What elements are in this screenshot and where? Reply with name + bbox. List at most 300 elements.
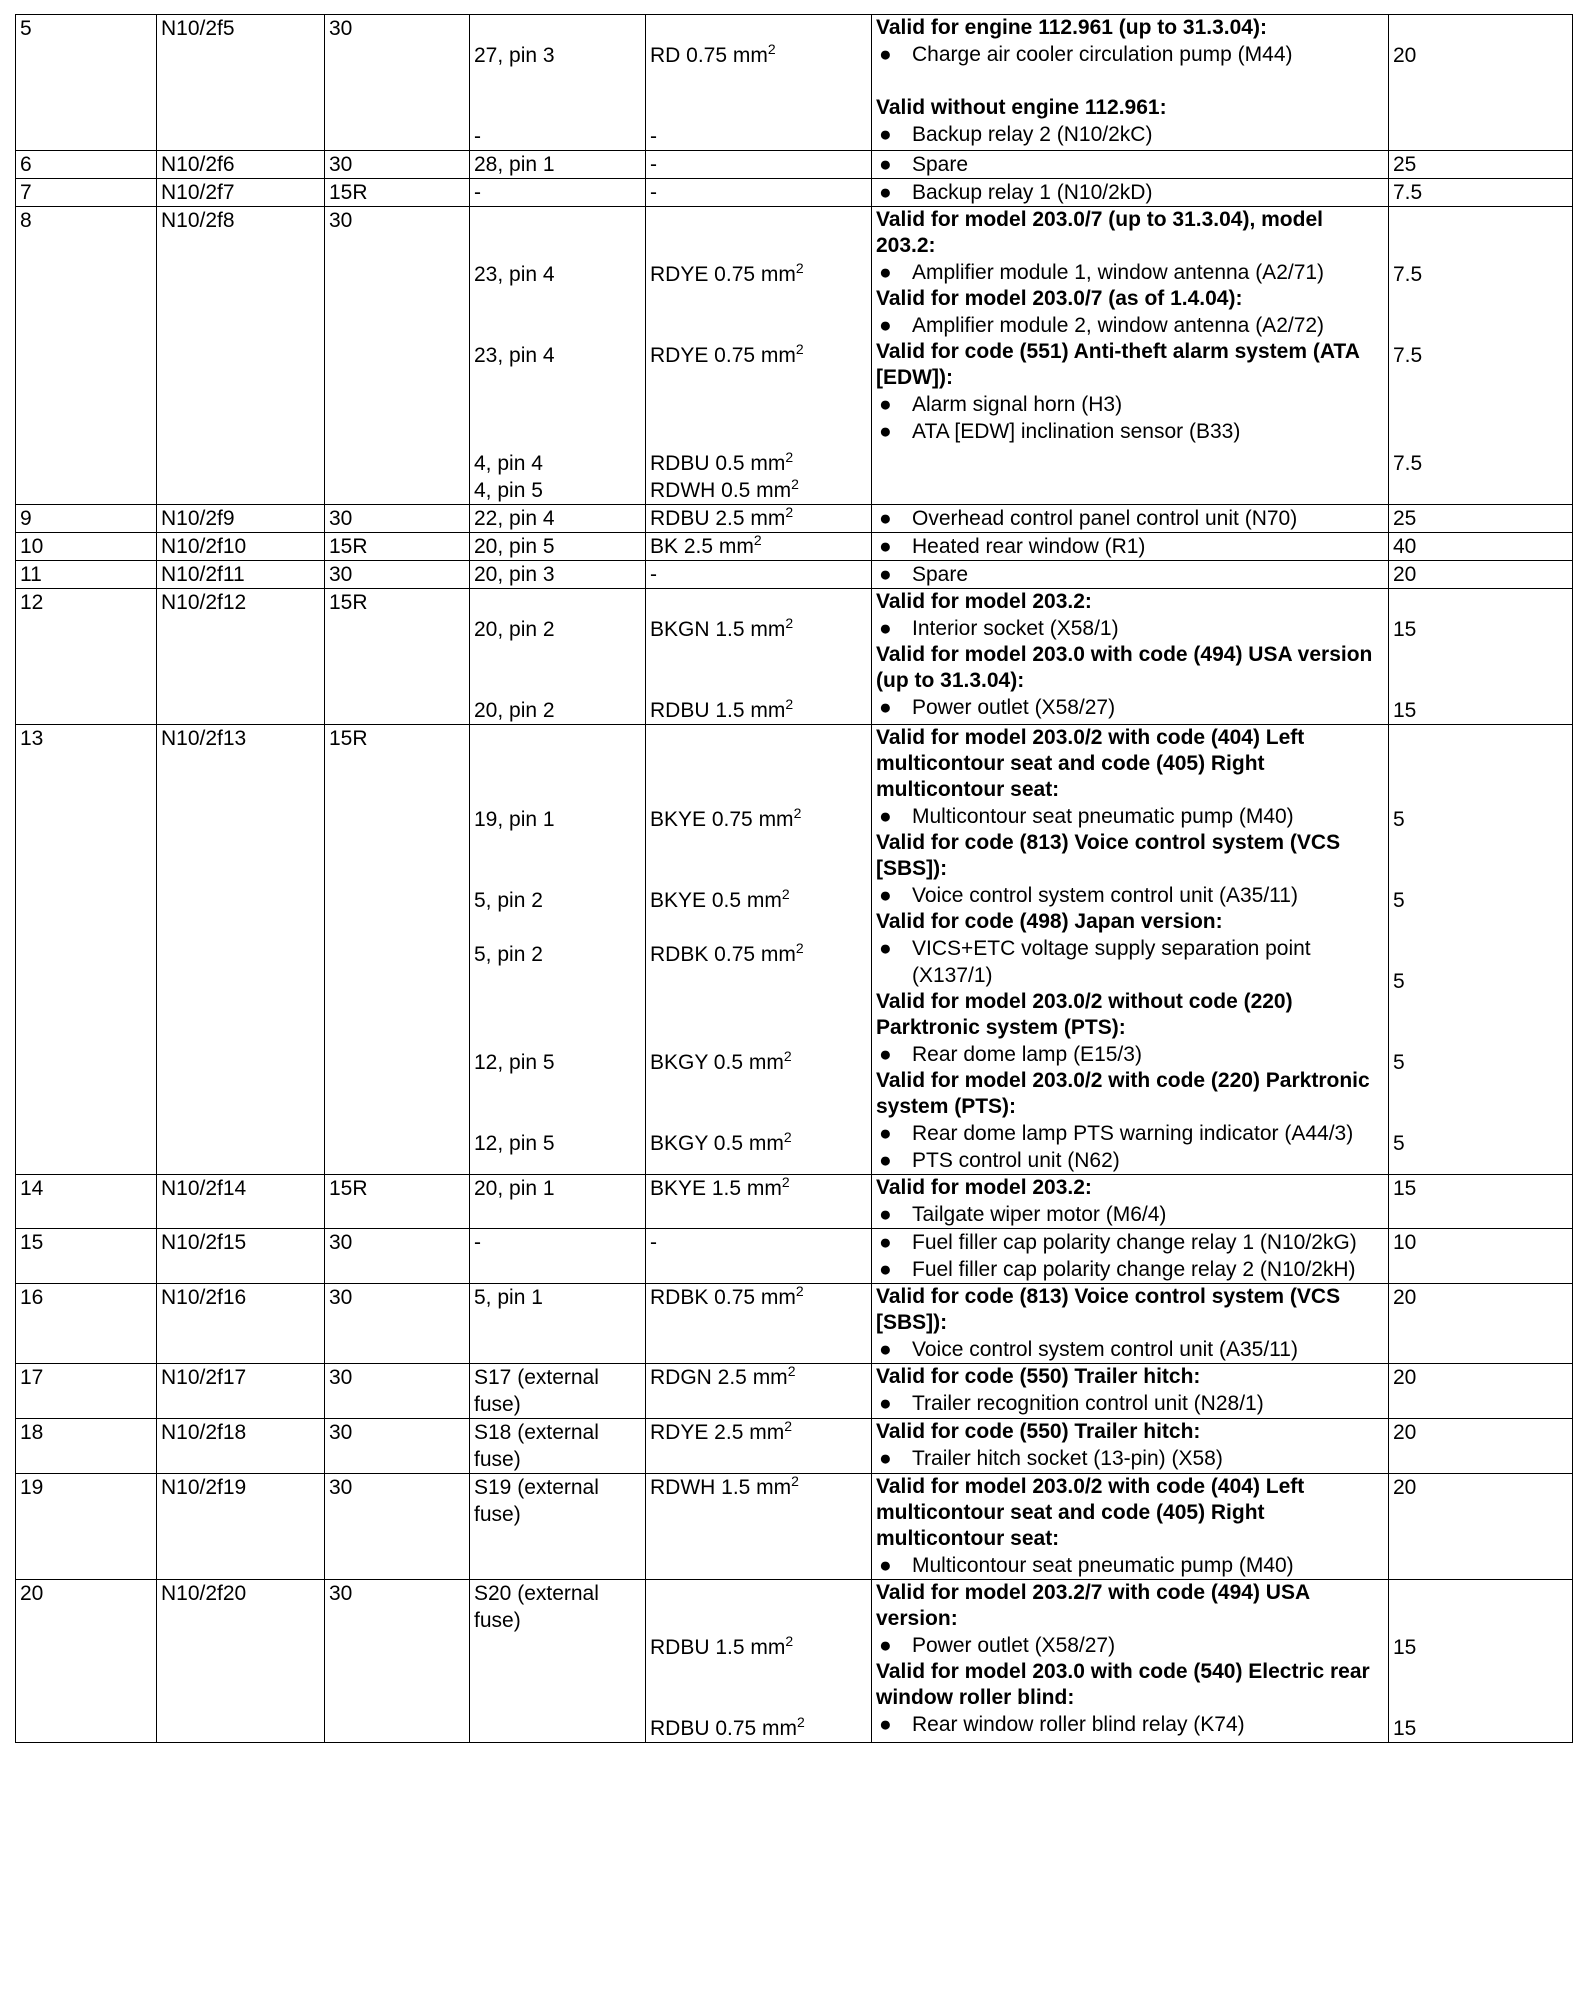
connector-pin-cell: [470, 725, 646, 1175]
wire-color-cell: [646, 505, 872, 533]
validity-heading: Valid for code (498) Japan version:: [876, 910, 1223, 933]
connector-pin-line: S20 (external: [474, 1582, 599, 1605]
connector-pin-line: [474, 15, 645, 42]
fuse-rating-line: [1393, 643, 1572, 670]
connector-pin-line: 4, pin 5: [474, 479, 543, 502]
fuse-id-cell: N10/2f10: [157, 533, 325, 561]
wire-unit-superscript: 2: [785, 696, 794, 712]
fuse-rating-line: [1393, 123, 1572, 150]
wire-color-line: [650, 15, 871, 42]
consumer-item: ● Tailgate wiper motor (M6/4): [879, 1203, 1167, 1226]
connector-pin-line: [474, 396, 645, 423]
fuse-rating-line: [1393, 589, 1572, 616]
fuse-rating-line: [1393, 1391, 1572, 1418]
wire-color-cell: [646, 1580, 872, 1743]
fuse-id-cell: N10/2f15: [157, 1229, 325, 1284]
fuse-rating-cell: [1389, 151, 1573, 179]
terminal-cell: 30: [325, 505, 470, 533]
fuse-row: [16, 1474, 1573, 1580]
wire-color-line: [650, 1076, 871, 1103]
wire-unit-superscript: 2: [783, 1129, 792, 1145]
wire-color-line: -: [650, 1231, 657, 1254]
fuse-rating-line: 25: [1393, 507, 1417, 530]
fuse-number-cell: 12: [16, 589, 157, 725]
connector-pin-line: 20, pin 3: [474, 563, 555, 586]
wire-color-line: [650, 288, 871, 315]
validity-heading: Valid for model 203.2:: [876, 590, 1092, 613]
connector-pin-line: [474, 670, 645, 697]
validity-heading: Valid for model 203.0/7 (as of 1.4.04):: [876, 287, 1243, 310]
fuse-rating-cell: [1389, 589, 1573, 725]
fuse-number-cell: 18: [16, 1419, 157, 1474]
fuse-number-cell: 13: [16, 725, 157, 1175]
connector-pin-line: [474, 589, 645, 616]
connector-pin-line: [474, 1688, 645, 1715]
fuse-rating-line: [1393, 15, 1572, 42]
wire-color-line: [650, 589, 871, 616]
consumer-item: ● ATA [EDW] inclination sensor (B33): [879, 420, 1241, 443]
connector-pin-line: S18 (external: [474, 1421, 599, 1444]
terminal-cell: 30: [325, 15, 470, 151]
connector-pin-line: [474, 207, 645, 234]
fuse-rating-line: [1393, 1607, 1572, 1634]
fuse-row: [16, 505, 1573, 533]
bullet-icon: ●: [879, 805, 892, 828]
wire-color-line: RDYE 0.75 $mm^2$: [650, 260, 804, 286]
fuse-id-cell: N10/2f19: [157, 1474, 325, 1580]
consumer-cell: [872, 151, 1389, 179]
connector-pin-line: [474, 779, 645, 806]
fuse-rating-cell: [1389, 1175, 1573, 1229]
connector-pin-line: -: [474, 181, 481, 204]
wire-unit-superscript: 2: [791, 476, 799, 492]
consumer-cell: [872, 1474, 1389, 1580]
fuse-rating-cell: [1389, 725, 1573, 1175]
bullet-icon: ●: [879, 43, 892, 66]
wire-color-line: [650, 1661, 871, 1688]
wire-color-line: [650, 1607, 871, 1634]
wire-color-line: BKGY 0.5 $mm^2$: [650, 1048, 792, 1074]
consumer-item: ● Multicontour seat pneumatic pump (M40): [879, 1554, 1294, 1577]
wire-color-line: RDBU 1.5 $mm^2$: [650, 696, 794, 722]
wire-color-line: RDGN 2.5 $mm^2$: [650, 1363, 796, 1389]
consumer-item: ● Power outlet (X58/27): [879, 696, 1116, 719]
wire-color-line: RDWH 0.5 $mm^2$: [650, 476, 799, 502]
fuse-row: [16, 1364, 1573, 1419]
fuse-rating-line: [1393, 69, 1572, 96]
fuse-rating-line: 20: [1393, 1366, 1417, 1389]
bullet-icon: ●: [879, 314, 892, 337]
wire-unit-superscript: 2: [795, 1283, 804, 1299]
fuse-assignment-table: [15, 14, 1573, 1743]
connector-pin-line: fuse): [474, 1393, 521, 1416]
wire-color-cell: [646, 1474, 872, 1580]
bullet-icon: ●: [879, 393, 892, 416]
wire-color-cell: [646, 207, 872, 505]
wire-color-line: BKGY 0.5 $mm^2$: [650, 1129, 792, 1155]
wire-unit-superscript: 2: [767, 41, 776, 57]
validity-heading: Valid for engine 112.961 (up to 31.3.04):: [876, 16, 1267, 39]
wire-color-line: [650, 1688, 871, 1715]
consumer-item: ● Amplifier module 1, window antenna (A2/71): [879, 261, 1325, 284]
fuse-rating-line: 10: [1393, 1231, 1417, 1254]
wire-unit-superscript: 2: [784, 1418, 792, 1434]
connector-pin-cell: [470, 1580, 646, 1743]
fuse-id-cell: N10/2f16: [157, 1284, 325, 1364]
fuse-number-cell: 8: [16, 207, 157, 505]
connector-pin-line: [474, 1103, 645, 1130]
fuse-rating-line: [1393, 1661, 1572, 1688]
consumer-item: ● Multicontour seat pneumatic pump (M40): [879, 805, 1294, 828]
fuse-row: [16, 1419, 1573, 1474]
terminal-cell: 15R: [325, 179, 470, 207]
fuse-row: [16, 179, 1573, 207]
fuse-rating-cell: [1389, 15, 1573, 151]
fuse-rating-line: [1393, 96, 1572, 123]
consumer-cell: [872, 1364, 1389, 1419]
wire-color-line: RDYE 2.5 $mm^2$: [650, 1418, 792, 1444]
wire-color-line: -: [650, 125, 657, 148]
connector-pin-line: [474, 234, 645, 261]
terminal-cell: 30: [325, 1474, 470, 1580]
fuse-number-cell: 17: [16, 1364, 157, 1419]
fuse-row: [16, 561, 1573, 589]
bullet-icon: ●: [879, 884, 892, 907]
wire-unit-superscript: 2: [795, 940, 804, 956]
connector-pin-cell: [470, 151, 646, 179]
fuse-number-cell: 15: [16, 1229, 157, 1284]
fuse-rating-line: 5: [1393, 808, 1405, 831]
fuse-row: [16, 15, 1573, 151]
wire-color-line: BKYE 0.75 $mm^2$: [650, 805, 802, 831]
wire-color-cell: [646, 179, 872, 207]
bullet-icon: ●: [879, 153, 892, 176]
validity-heading: Valid for code (550) Trailer hitch:: [876, 1420, 1201, 1443]
bullet-icon: ●: [879, 1554, 892, 1577]
consumer-cell: [872, 1229, 1389, 1284]
wire-color-line: BKYE 0.5 $mm^2$: [650, 886, 790, 912]
consumer-cell: [872, 589, 1389, 725]
wire-color-cell: [646, 725, 872, 1175]
consumer-item: ● Heated rear window (R1): [879, 535, 1146, 558]
terminal-cell: 30: [325, 207, 470, 505]
wire-color-line: [650, 369, 871, 396]
wire-color-line: [650, 670, 871, 697]
consumer-item: ● Fuel filler cap polarity change relay 2 (N10/2kH): [879, 1258, 1356, 1281]
wire-unit-superscript: 2: [785, 504, 794, 520]
fuse-rating-line: 7.5: [1393, 181, 1423, 204]
wire-color-line: BK 2.5 $mm^2$: [650, 532, 762, 558]
consumer-cell: [872, 207, 1389, 505]
fuse-id-cell: N10/2f11: [157, 561, 325, 589]
connector-pin-cell: [470, 1284, 646, 1364]
wire-color-line: RDBU 1.5 $mm^2$: [650, 1633, 794, 1659]
wire-color-cell: [646, 1229, 872, 1284]
validity-heading: Valid for model 203.2/7 with code (494) USA version:: [876, 1581, 1310, 1630]
wire-color-line: -: [650, 563, 657, 586]
validity-heading: Valid for code (550) Trailer hitch:: [876, 1365, 1201, 1388]
consumer-item: ● Alarm signal horn (H3): [879, 393, 1123, 416]
wire-color-line: [650, 1391, 871, 1418]
connector-pin-cell: [470, 1474, 646, 1580]
connector-pin-line: 19, pin 1: [474, 808, 555, 831]
fuse-rating-line: [1393, 1103, 1572, 1130]
bullet-icon: ●: [879, 1447, 892, 1470]
fuse-rating-line: 20: [1393, 1286, 1417, 1309]
wire-color-cell: [646, 151, 872, 179]
consumer-item: ● Charge air cooler circulation pump (M44): [879, 43, 1293, 66]
fuse-id-cell: N10/2f7: [157, 179, 325, 207]
connector-pin-cell: [470, 15, 646, 151]
connector-pin-line: 5, pin 2: [474, 889, 543, 912]
validity-heading: Valid for code (813) Voice control system (VCS [SBS]):: [876, 1285, 1341, 1334]
consumer-item: ● VICS+ETC voltage supply separation point (X137/1): [879, 937, 1311, 987]
consumer-item: ● Fuel filler cap polarity change relay 1 (N10/2kG): [879, 1231, 1357, 1254]
wire-color-line: [650, 968, 871, 995]
fuse-rating-line: 20: [1393, 1476, 1417, 1499]
wire-color-line: RDWH 1.5 $mm^2$: [650, 1473, 799, 1499]
connector-pin-line: -: [474, 1231, 481, 1254]
fuse-row: [16, 1580, 1573, 1743]
consumer-cell: [872, 505, 1389, 533]
bullet-icon: ●: [879, 1231, 892, 1254]
fuse-rating-cell: [1389, 1229, 1573, 1284]
spacer: [876, 68, 1388, 95]
bullet-icon: ●: [879, 535, 892, 558]
connector-pin-line: [474, 423, 645, 450]
wire-unit-superscript: 2: [783, 1048, 792, 1064]
connector-pin-line: 22, pin 4: [474, 507, 555, 530]
connector-pin-line: 5, pin 1: [474, 1286, 543, 1309]
consumer-item: ● Backup relay 2 (N10/2kC): [879, 123, 1153, 146]
fuse-rating-line: [1393, 234, 1572, 261]
fuse-rating-line: 25: [1393, 153, 1417, 176]
connector-pin-line: [474, 1022, 645, 1049]
fuse-rating-cell: [1389, 1284, 1573, 1364]
connector-pin-cell: [470, 505, 646, 533]
bullet-icon: ●: [879, 261, 892, 284]
connector-pin-line: [474, 643, 645, 670]
fuse-id-cell: N10/2f12: [157, 589, 325, 725]
terminal-cell: 15R: [325, 725, 470, 1175]
wire-color-cell: [646, 1175, 872, 1229]
consumer-cell: [872, 725, 1389, 1175]
consumer-item: ● Rear dome lamp PTS warning indicator (A44/3): [879, 1122, 1354, 1145]
fuse-rating-cell: [1389, 1474, 1573, 1580]
fuse-rating-cell: [1389, 1419, 1573, 1474]
wire-color-line: [650, 1501, 871, 1528]
connector-pin-line: 20, pin 2: [474, 618, 555, 641]
connector-pin-line: 4, pin 4: [474, 452, 543, 475]
wire-unit-superscript: 2: [793, 805, 802, 821]
fuse-rating-cell: [1389, 179, 1573, 207]
fuse-number-cell: 5: [16, 15, 157, 151]
validity-heading: Valid for model 203.0 with code (494) USA version (up to 31.3.04):: [876, 643, 1373, 692]
consumer-item: ● Amplifier module 2, window antenna (A2/72): [879, 314, 1325, 337]
fuse-rating-line: [1393, 670, 1572, 697]
connector-pin-line: 20, pin 2: [474, 699, 555, 722]
validity-heading: Valid for code (551) Anti-theft alarm system (ATA [EDW]):: [876, 340, 1360, 389]
wire-color-line: -: [650, 153, 657, 176]
connector-pin-line: [474, 914, 645, 941]
fuse-rating-line: [1393, 1446, 1572, 1473]
fuse-rating-line: [1393, 752, 1572, 779]
wire-color-line: BKYE 1.5 $mm^2$: [650, 1174, 790, 1200]
wire-unit-superscript: 2: [785, 449, 794, 465]
bullet-icon: ●: [879, 1392, 892, 1415]
fuse-rating-line: 7.5: [1393, 263, 1423, 286]
fuse-rating-line: [1393, 1688, 1572, 1715]
wire-color-line: [650, 207, 871, 234]
fuse-rating-line: 7.5: [1393, 452, 1423, 475]
connector-pin-line: [474, 69, 645, 96]
connector-pin-line: fuse): [474, 1448, 521, 1471]
connector-pin-cell: [470, 1229, 646, 1284]
bullet-icon: ●: [879, 1203, 892, 1226]
consumer-cell: [872, 179, 1389, 207]
wire-unit-superscript: 2: [795, 341, 804, 357]
connector-pin-line: [474, 1634, 645, 1661]
fuse-rating-line: 15: [1393, 699, 1417, 722]
consumer-item: ● PTS control unit (N62): [879, 1149, 1120, 1172]
connector-pin-line: [474, 833, 645, 860]
fuse-rating-cell: [1389, 505, 1573, 533]
wire-color-line: RDYE 0.75 $mm^2$: [650, 341, 804, 367]
terminal-cell: 30: [325, 1229, 470, 1284]
fuse-rating-line: 20: [1393, 1421, 1417, 1444]
consumer-item: ● Spare: [879, 563, 969, 586]
fuse-rating-line: 15: [1393, 618, 1417, 641]
validity-heading: Valid for model 203.0/2 without code (220) Parktronic system (PTS):: [876, 990, 1293, 1039]
fuse-id-cell: N10/2f13: [157, 725, 325, 1175]
wire-color-line: [650, 914, 871, 941]
connector-pin-line: 12, pin 5: [474, 1132, 555, 1155]
fuse-rating-line: 5: [1393, 1132, 1405, 1155]
fuse-rating-line: 5: [1393, 1051, 1405, 1074]
fuse-row: [16, 533, 1573, 561]
terminal-cell: 30: [325, 1580, 470, 1743]
connector-pin-line: [474, 968, 645, 995]
connector-pin-line: [474, 288, 645, 315]
wire-color-cell: [646, 533, 872, 561]
fuse-rating-line: [1393, 995, 1572, 1022]
consumer-item: ● Voice control system control unit (A35/11): [879, 884, 1298, 907]
connector-pin-line: 23, pin 4: [474, 263, 555, 286]
consumer-cell: [872, 533, 1389, 561]
fuse-rating-line: [1393, 1580, 1572, 1607]
fuse-number-cell: 10: [16, 533, 157, 561]
bullet-icon: ●: [879, 1713, 892, 1736]
wire-unit-superscript: 2: [797, 1714, 805, 1730]
wire-color-line: RDBU 0.75 $mm^2$: [650, 1714, 805, 1740]
consumer-cell: [872, 15, 1389, 151]
wire-color-line: [650, 1446, 871, 1473]
wire-unit-superscript: 2: [787, 1363, 796, 1379]
fuse-id-cell: N10/2f20: [157, 1580, 325, 1743]
connector-pin-line: 27, pin 3: [474, 44, 555, 67]
connector-pin-line: fuse): [474, 1503, 521, 1526]
fuse-row: [16, 589, 1573, 725]
bullet-icon: ●: [879, 1258, 892, 1281]
fuse-rating-line: 5: [1393, 889, 1405, 912]
consumer-item: ● Power outlet (X58/27): [879, 1634, 1116, 1657]
bullet-icon: ●: [879, 937, 892, 960]
validity-heading: Valid for code (813) Voice control system (VCS [SBS]):: [876, 831, 1341, 880]
connector-pin-line: S19 (external: [474, 1476, 599, 1499]
fuse-id-cell: N10/2f6: [157, 151, 325, 179]
wire-color-line: [650, 643, 871, 670]
validity-heading: Valid for model 203.0/2 with code (404) Left multicontour seat and code (405) Right multicontour seat:: [876, 726, 1305, 801]
validity-heading: Valid for model 203.0/7 (up to 31.3.04), model 203.2:: [876, 208, 1323, 257]
wire-color-line: [650, 752, 871, 779]
wire-color-line: [650, 234, 871, 261]
connector-pin-cell: [470, 561, 646, 589]
wire-unit-superscript: 2: [791, 1473, 799, 1489]
fuse-id-cell: N10/2f8: [157, 207, 325, 505]
fuse-row: [16, 725, 1573, 1175]
wire-color-line: [650, 995, 871, 1022]
fuse-id-cell: N10/2f14: [157, 1175, 325, 1229]
wire-color-line: RDBK 0.75 $mm^2$: [650, 1283, 804, 1309]
connector-pin-line: [474, 369, 645, 396]
bullet-icon: ●: [879, 696, 892, 719]
fuse-id-cell: N10/2f5: [157, 15, 325, 151]
fuse-rating-cell: [1389, 1580, 1573, 1743]
consumer-item: ● Rear dome lamp (E15/3): [879, 1043, 1142, 1066]
bullet-icon: ●: [879, 1043, 892, 1066]
bullet-icon: ●: [879, 1634, 892, 1657]
wire-unit-superscript: 2: [785, 615, 794, 631]
fuse-rating-line: [1393, 1501, 1572, 1528]
bullet-icon: ●: [879, 1338, 892, 1361]
wire-color-line: RDBK 0.75 $mm^2$: [650, 940, 804, 966]
connector-pin-cell: [470, 1419, 646, 1474]
bullet-icon: ●: [879, 420, 892, 443]
fuse-rating-line: [1393, 779, 1572, 806]
connector-pin-line: [474, 1661, 645, 1688]
wire-unit-superscript: 2: [785, 1633, 794, 1649]
fuse-rating-line: [1393, 207, 1572, 234]
fuse-rating-line: [1393, 315, 1572, 342]
connector-pin-line: [474, 860, 645, 887]
fuse-rating-line: 15: [1393, 1717, 1417, 1740]
fuse-rating-line: [1393, 288, 1572, 315]
fuse-rating-line: [1393, 914, 1572, 941]
connector-pin-line: [474, 96, 645, 123]
fuse-rating-line: [1393, 833, 1572, 860]
connector-pin-line: [474, 1076, 645, 1103]
fuse-rating-line: [1393, 396, 1572, 423]
terminal-cell: 30: [325, 1284, 470, 1364]
fuse-number-cell: 16: [16, 1284, 157, 1364]
terminal-cell: 30: [325, 561, 470, 589]
fuse-rating-line: 5: [1393, 970, 1405, 993]
validity-heading: Valid for model 203.2:: [876, 1176, 1092, 1199]
fuse-rating-line: [1393, 1076, 1572, 1103]
fuse-rating-cell: [1389, 1364, 1573, 1419]
wire-color-line: [650, 860, 871, 887]
consumer-cell: [872, 1175, 1389, 1229]
connector-pin-line: 12, pin 5: [474, 1051, 555, 1074]
bullet-icon: ●: [879, 1122, 892, 1145]
fuse-rating-line: [1393, 941, 1572, 968]
connector-pin-line: [474, 725, 645, 752]
consumer-item: ● Backup relay 1 (N10/2kD): [879, 181, 1153, 204]
fuse-row: [16, 207, 1573, 505]
wire-color-line: [650, 315, 871, 342]
fuse-rating-line: [1393, 423, 1572, 450]
wire-color-line: [650, 1022, 871, 1049]
